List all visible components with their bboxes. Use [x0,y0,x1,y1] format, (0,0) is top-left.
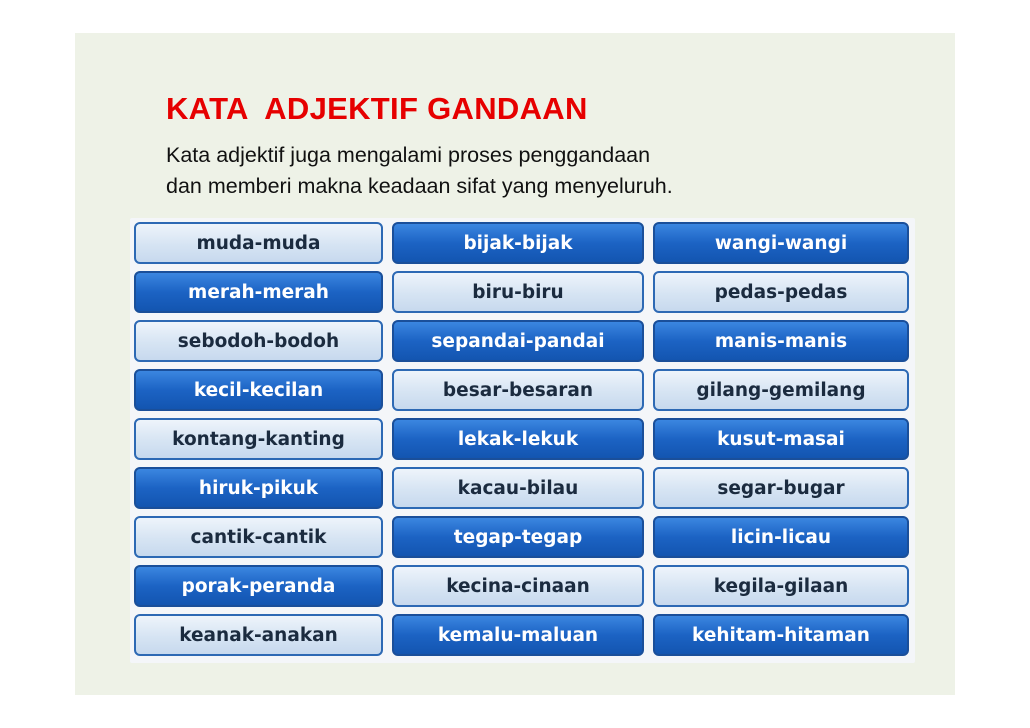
word-box: kegila-gilaan [653,565,909,607]
word-box: kemalu-maluan [392,614,644,656]
word-box: gilang-gemilang [653,369,909,411]
word-box: segar-bugar [653,467,909,509]
word-box: wangi-wangi [653,222,909,264]
description-line-2: dan memberi makna keadaan sifat yang menyeluruh. [166,174,673,198]
word-box: biru-biru [392,271,644,313]
word-box: porak-peranda [134,565,383,607]
word-box: sebodoh-bodoh [134,320,383,362]
word-box: sepandai-pandai [392,320,644,362]
word-box: manis-manis [653,320,909,362]
word-box: besar-besaran [392,369,644,411]
slide-background [75,33,955,695]
word-box: hiruk-pikuk [134,467,383,509]
word-box: licin-licau [653,516,909,558]
word-box: kontang-kanting [134,418,383,460]
word-box: lekak-lekuk [392,418,644,460]
word-box: kecil-kecilan [134,369,383,411]
slide-title: KATA ADJEKTIF GANDAAN [166,91,588,126]
word-box: pedas-pedas [653,271,909,313]
word-box: bijak-bijak [392,222,644,264]
word-box: keanak-anakan [134,614,383,656]
word-box: kacau-bilau [392,467,644,509]
word-box: kusut-masai [653,418,909,460]
word-box: cantik-cantik [134,516,383,558]
word-box: tegap-tegap [392,516,644,558]
slide-description [166,140,926,202]
description-line-1: Kata adjektif juga mengalami proses penggandaan [166,143,651,167]
word-grid [134,222,909,656]
word-box: merah-merah [134,271,383,313]
word-box: kehitam-hitaman [653,614,909,656]
word-box: kecina-cinaan [392,565,644,607]
word-box: muda-muda [134,222,383,264]
